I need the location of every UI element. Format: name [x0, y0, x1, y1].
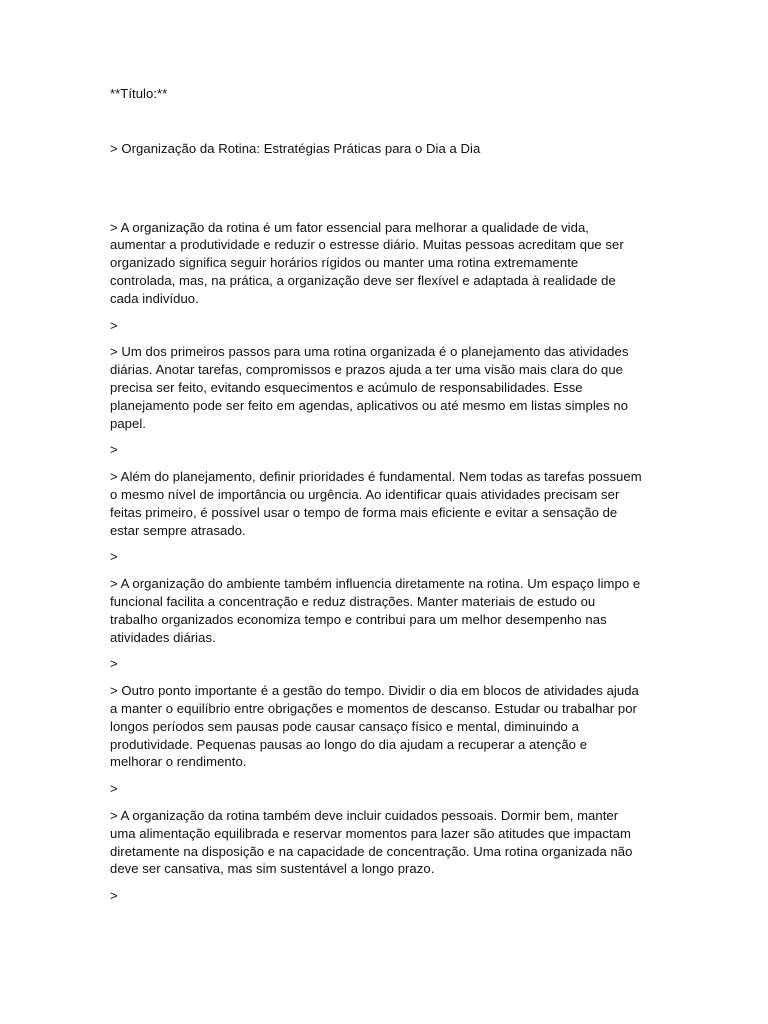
blockquote-marker: >: [110, 317, 118, 333]
document-body: [110, 85, 646, 914]
paragraph-time-management: > Outro ponto importante é a gestão do tempo. Dividir o dia em blocos de atividades ajuda a manter o equilíbrio entre obrigações e momentos de descanso. Estudar ou trabalhar por longos períodos sem pausas pode causar cansaço físico e mental, diminuindo a produtividade. Pequenas pausas ao longo do dia ajudam a recuperar a atenção e melhorar o rendimento.: [110, 683, 643, 770]
paragraph-intro: > A organização da rotina é um fator essencial para melhorar a qualidade de vida, aumentar a produtividade e reduzir o estresse diário. Muitas pessoas acreditam que ser organizado significa seguir horários rígidos ou manter uma rotina extremamente controlada, mas, na prática, a organização deve ser flexível e adaptada à realidade de cada indivíduo.: [110, 219, 628, 306]
blockquote-marker: >: [110, 442, 118, 458]
document-title: > Organização da Rotina: Estratégias Práticas para o Dia a Dia: [110, 140, 481, 156]
paragraph-planning: > Um dos primeiros passos para uma rotina organizada é o planejamento das atividades diárias. Anotar tarefas, compromissos e prazos ajuda a ter uma visão mais clara do que precisa ser feito, evitando esquecimentos e acúmulo de responsabilidades. Esse planejamento pode ser feito em agendas, aplicativos ou até mesmo em listas simples no papel.: [110, 344, 633, 431]
blockquote-marker: >: [110, 549, 118, 565]
heading-label: **Título:**: [110, 86, 168, 101]
paragraph-environment: > A organização do ambiente também influencia diretamente na rotina. Um espaço limpo e funcional facilita a concentração e reduz distrações. Manter materiais de estudo ou trabalho organizados economiza tempo e contribui para um melhor desempenho nas atividades diárias.: [110, 576, 644, 645]
blockquote-marker: >: [110, 656, 118, 672]
blockquote-marker: >: [110, 781, 118, 797]
paragraph-personal-care: > A organização da rotina também deve incluir cuidados pessoais. Dormir bem, manter uma alimentação equilibrada e reservar momentos para lazer são atitudes que impactam diretamente na disposição e na capacidade de concentração. Uma rotina organizada não deve ser cansativa, mas sim sustentável a longo prazo.: [110, 807, 637, 877]
blockquote-marker: >: [110, 888, 118, 904]
paragraph-priorities: > Além do planejamento, definir prioridades é fundamental. Nem todas as tarefas possuem o mesmo nível de importância ou urgência. Ao identificar quais atividades precisam ser feitas primeiro, é possível usar o tempo de forma mais eficiente e evitar a sensação de estar sempre atrasado.: [110, 469, 646, 538]
